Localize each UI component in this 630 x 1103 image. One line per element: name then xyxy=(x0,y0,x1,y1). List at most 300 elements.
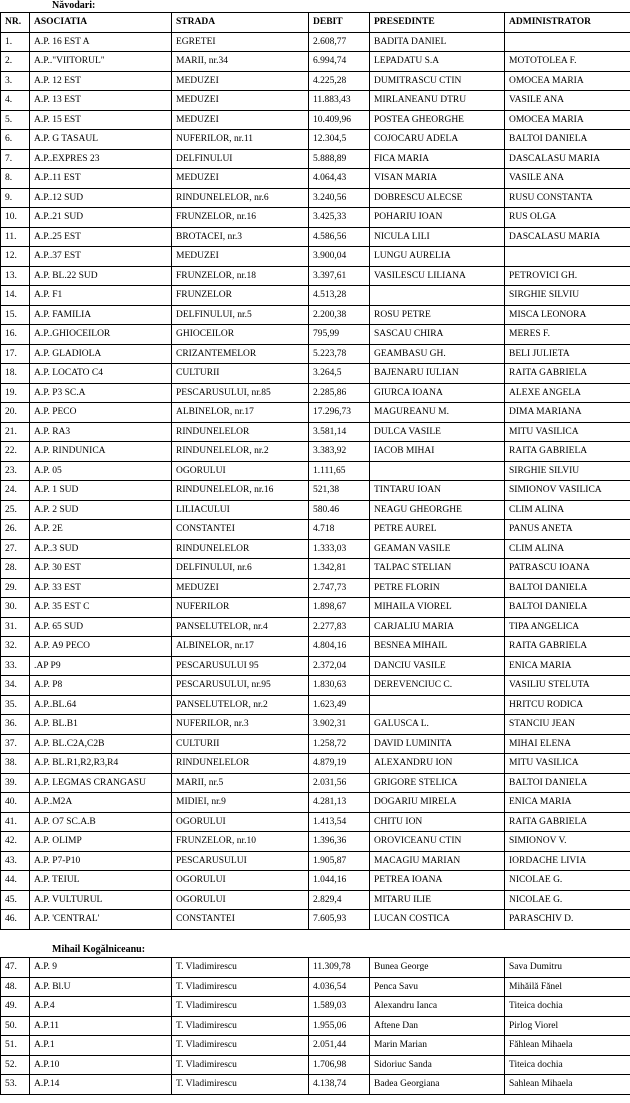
cell-asociatia: A.P. 2E xyxy=(30,520,172,540)
cell-asociatia: A.P. LOCATO C4 xyxy=(30,364,172,384)
cell-nr: 8. xyxy=(1,169,30,189)
table-row xyxy=(1,997,630,1017)
table-row xyxy=(1,1016,630,1036)
cell-presedinte: CHITU ION xyxy=(370,812,505,832)
cell-debit: 4.586,56 xyxy=(309,227,370,247)
cell-asociatia: A.P..M2A xyxy=(30,793,172,813)
cell-presedinte: MACAGIU MARIAN xyxy=(370,851,505,871)
cell-debit: 1.955,06 xyxy=(309,1016,370,1036)
cell-strada: MEDUZEI xyxy=(172,91,309,111)
cell-administrator xyxy=(505,32,630,52)
table-row xyxy=(1,559,630,579)
cell-administrator: MERES F. xyxy=(505,325,630,345)
cell-asociatia: A.P. PECO xyxy=(30,403,172,423)
cell-nr: 30. xyxy=(1,598,30,618)
cell-asociatia: A.P. 35 EST C xyxy=(30,598,172,618)
table-row xyxy=(1,208,630,228)
cell-presedinte: LUNGU AURELIA xyxy=(370,247,505,267)
cell-administrator: SIMIONOV V. xyxy=(505,832,630,852)
cell-debit: 580.46 xyxy=(309,500,370,520)
table-row xyxy=(1,500,630,520)
table-row xyxy=(1,305,630,325)
cell-debit: 1.905,87 xyxy=(309,851,370,871)
cell-strada: T. Vladimirescu xyxy=(172,1075,309,1095)
cell-presedinte: GEAMAN VASILE xyxy=(370,539,505,559)
cell-asociatia: A.P. P7-P10 xyxy=(30,851,172,871)
table-row xyxy=(1,461,630,481)
table-row xyxy=(1,695,630,715)
table-row xyxy=(1,227,630,247)
cell-strada: PESCARUSULUI, nr.95 xyxy=(172,676,309,696)
cell-nr: 50. xyxy=(1,1016,30,1036)
section-title-navodari: Năvodari: xyxy=(52,0,96,11)
cell-strada: DELFINULUI, nr.5 xyxy=(172,305,309,325)
cell-administrator: Mihăilă Fănel xyxy=(505,977,630,997)
cell-presedinte: PETREA IOANA xyxy=(370,871,505,891)
cell-debit: 4.064,43 xyxy=(309,169,370,189)
table-row xyxy=(1,773,630,793)
table-row xyxy=(1,481,630,501)
cell-administrator: Făhlean Mihaela xyxy=(505,1036,630,1056)
cell-asociatia: A.P.14 xyxy=(30,1075,172,1095)
cell-asociatia: A.P. 9 xyxy=(30,958,172,978)
table-row xyxy=(1,851,630,871)
cell-asociatia: A.P. 33 EST xyxy=(30,578,172,598)
cell-asociatia: A.P. BL.C2A,C2B xyxy=(30,734,172,754)
cell-asociatia: A.P..EXPRES 23 xyxy=(30,149,172,169)
cell-strada: NUFERILOR xyxy=(172,598,309,618)
table-row xyxy=(1,656,630,676)
cell-asociatia: A.P..21 SUD xyxy=(30,208,172,228)
cell-asociatia: A.P. O7 SC.A.B xyxy=(30,812,172,832)
cell-nr: 2. xyxy=(1,52,30,72)
cell-debit: 5.888,89 xyxy=(309,149,370,169)
table-row xyxy=(1,637,630,657)
cell-debit: 1.898,67 xyxy=(309,598,370,618)
cell-strada: MARII, nr.34 xyxy=(172,52,309,72)
table-row xyxy=(1,1036,630,1056)
cell-administrator: SIMIONOV VASILICA xyxy=(505,481,630,501)
cell-debit: 3.383,92 xyxy=(309,442,370,462)
cell-strada: RINDUNELELOR xyxy=(172,422,309,442)
cell-debit: 1.589,03 xyxy=(309,997,370,1017)
table-row xyxy=(1,676,630,696)
cell-asociatia: A.P. TEIUL xyxy=(30,871,172,891)
table-row xyxy=(1,578,630,598)
cell-debit: 1.413,54 xyxy=(309,812,370,832)
cell-strada: DELFINULUI xyxy=(172,149,309,169)
cell-strada: OGORULUI xyxy=(172,871,309,891)
cell-strada: T. Vladimirescu xyxy=(172,1016,309,1036)
cell-strada: RINDUNELELOR xyxy=(172,539,309,559)
cell-asociatia: A.P. GLADIOLA xyxy=(30,344,172,364)
cell-strada: RINDUNELELOR xyxy=(172,754,309,774)
table-row xyxy=(1,149,630,169)
cell-debit: 17.296,73 xyxy=(309,403,370,423)
cell-administrator: Titeica dochia xyxy=(505,997,630,1017)
cell-presedinte: PETRE AUREL xyxy=(370,520,505,540)
cell-administrator: VASILE ANA xyxy=(505,91,630,111)
header-strada: STRADA xyxy=(172,13,309,33)
cell-nr: 29. xyxy=(1,578,30,598)
cell-debit: 1.258,72 xyxy=(309,734,370,754)
cell-administrator: SIRGHIE SILVIU xyxy=(505,461,630,481)
table-row xyxy=(1,52,630,72)
cell-strada: MIDIEI, nr.9 xyxy=(172,793,309,813)
cell-administrator: NICOLAE G. xyxy=(505,890,630,910)
cell-nr: 25. xyxy=(1,500,30,520)
cell-presedinte: LEPADATU S.A xyxy=(370,52,505,72)
header-debit: DEBIT xyxy=(309,13,370,33)
table-body-navodari xyxy=(1,32,630,929)
cell-administrator: OMOCEA MARIA xyxy=(505,110,630,130)
table-row xyxy=(1,1075,630,1095)
cell-debit: 521,38 xyxy=(309,481,370,501)
cell-presedinte: Alexandru Ianca xyxy=(370,997,505,1017)
table-row xyxy=(1,325,630,345)
table-row xyxy=(1,32,630,52)
cell-administrator: ALEXE ANGELA xyxy=(505,383,630,403)
cell-strada: PESCARUSULUI, nr.85 xyxy=(172,383,309,403)
cell-presedinte: MAGUREANU M. xyxy=(370,403,505,423)
cell-nr: 12. xyxy=(1,247,30,267)
cell-administrator: Titeica dochia xyxy=(505,1055,630,1075)
cell-asociatia: A.P. 'CENTRAL' xyxy=(30,910,172,930)
cell-nr: 19. xyxy=(1,383,30,403)
cell-debit: 6.994,74 xyxy=(309,52,370,72)
cell-administrator: Sahlean Mihaela xyxy=(505,1075,630,1095)
cell-debit: 4.718 xyxy=(309,520,370,540)
cell-nr: 34. xyxy=(1,676,30,696)
cell-strada: NUFERILOR, nr.3 xyxy=(172,715,309,735)
cell-asociatia: A.P..37 EST xyxy=(30,247,172,267)
cell-presedinte: DEREVENCIUC C. xyxy=(370,676,505,696)
table-navodari xyxy=(0,12,630,930)
cell-administrator: MISCA LEONORA xyxy=(505,305,630,325)
cell-presedinte: Aftene Dan xyxy=(370,1016,505,1036)
cell-administrator: CLIM ALINA xyxy=(505,539,630,559)
cell-nr: 16. xyxy=(1,325,30,345)
cell-presedinte: FICA MARIA xyxy=(370,149,505,169)
table-row xyxy=(1,91,630,111)
cell-debit: 4.138,74 xyxy=(309,1075,370,1095)
cell-strada: OGORULUI xyxy=(172,890,309,910)
cell-nr: 20. xyxy=(1,403,30,423)
cell-presedinte: POSTEA GHEORGHE xyxy=(370,110,505,130)
header-administrator: ADMINISTRATOR xyxy=(505,13,630,33)
cell-presedinte: LUCAN COSTICA xyxy=(370,910,505,930)
cell-administrator: MIHAI ELENA xyxy=(505,734,630,754)
cell-presedinte: Sidoriuc Sanda xyxy=(370,1055,505,1075)
cell-presedinte: COJOCARU ADELA xyxy=(370,130,505,150)
table-row xyxy=(1,958,630,978)
cell-debit: 4.513,28 xyxy=(309,286,370,306)
cell-administrator: RAITA GABRIELA xyxy=(505,442,630,462)
table-row xyxy=(1,71,630,91)
cell-presedinte: ALEXANDRU ION xyxy=(370,754,505,774)
cell-debit: 5.223,78 xyxy=(309,344,370,364)
header-row xyxy=(1,13,630,33)
cell-strada: NUFERILOR, nr.11 xyxy=(172,130,309,150)
table-row xyxy=(1,130,630,150)
cell-strada: T. Vladimirescu xyxy=(172,1055,309,1075)
table-row xyxy=(1,715,630,735)
cell-strada: CULTURII xyxy=(172,364,309,384)
cell-strada: EGRETEI xyxy=(172,32,309,52)
cell-administrator: Sava Dumitru xyxy=(505,958,630,978)
cell-debit: 4.879,19 xyxy=(309,754,370,774)
cell-debit: 3.397,61 xyxy=(309,266,370,286)
cell-strada: T. Vladimirescu xyxy=(172,977,309,997)
cell-asociatia: A.P. F1 xyxy=(30,286,172,306)
cell-asociatia: A.P.1 xyxy=(30,1036,172,1056)
header-presedinte: PRESEDINTE xyxy=(370,13,505,33)
cell-presedinte: ROSU PETRE xyxy=(370,305,505,325)
cell-debit: 4.281,13 xyxy=(309,793,370,813)
table-row xyxy=(1,539,630,559)
cell-asociatia: A.P..GHIOCEILOR xyxy=(30,325,172,345)
cell-debit: 10.409,96 xyxy=(309,110,370,130)
cell-presedinte: OROVICEANU CTIN xyxy=(370,832,505,852)
cell-strada: PESCARUSULUI 95 xyxy=(172,656,309,676)
table-row xyxy=(1,977,630,997)
cell-presedinte: TALPAC STELIAN xyxy=(370,559,505,579)
cell-asociatia: .AP P9 xyxy=(30,656,172,676)
cell-nr: 39. xyxy=(1,773,30,793)
section-title-mihail-kogalniceanu: Mihail Kogălniceanu: xyxy=(52,944,146,955)
cell-nr: 10. xyxy=(1,208,30,228)
header-asociatia: ASOCIATIA xyxy=(30,13,172,33)
cell-nr: 24. xyxy=(1,481,30,501)
table-row xyxy=(1,383,630,403)
cell-presedinte: NICULA LILI xyxy=(370,227,505,247)
cell-debit: 2.372,04 xyxy=(309,656,370,676)
cell-debit: 1.111,65 xyxy=(309,461,370,481)
cell-debit: 2.277,83 xyxy=(309,617,370,637)
cell-administrator: BALTOI DANIELA xyxy=(505,578,630,598)
cell-nr: 13. xyxy=(1,266,30,286)
cell-nr: 41. xyxy=(1,812,30,832)
cell-administrator: PANUS ANETA xyxy=(505,520,630,540)
table-row xyxy=(1,422,630,442)
cell-debit: 1.396,36 xyxy=(309,832,370,852)
cell-debit: 2.051,44 xyxy=(309,1036,370,1056)
cell-debit: 1.623,49 xyxy=(309,695,370,715)
cell-presedinte: TINTARU IOAN xyxy=(370,481,505,501)
cell-presedinte: Marin Marian xyxy=(370,1036,505,1056)
cell-administrator: BELI JULIETA xyxy=(505,344,630,364)
cell-asociatia: A.P. FAMILIA xyxy=(30,305,172,325)
cell-presedinte: VASILESCU LILIANA xyxy=(370,266,505,286)
cell-administrator: HRITCU RODICA xyxy=(505,695,630,715)
cell-nr: 18. xyxy=(1,364,30,384)
cell-asociatia: A.P. 15 EST xyxy=(30,110,172,130)
header-nr: NR. xyxy=(1,13,30,33)
cell-asociatia: A.P..BL.64 xyxy=(30,695,172,715)
cell-debit: 3.900,04 xyxy=(309,247,370,267)
cell-nr: 42. xyxy=(1,832,30,852)
cell-presedinte: DOGARIU MIRELA xyxy=(370,793,505,813)
cell-administrator: PATRASCU IOANA xyxy=(505,559,630,579)
cell-nr: 48. xyxy=(1,977,30,997)
cell-presedinte: NEAGU GHEORGHE xyxy=(370,500,505,520)
cell-debit: 3.240,56 xyxy=(309,188,370,208)
cell-presedinte: PETRE FLORIN xyxy=(370,578,505,598)
cell-debit: 1.333,03 xyxy=(309,539,370,559)
cell-nr: 7. xyxy=(1,149,30,169)
cell-debit: 3.264,5 xyxy=(309,364,370,384)
cell-debit: 4.036,54 xyxy=(309,977,370,997)
cell-administrator: OMOCEA MARIA xyxy=(505,71,630,91)
cell-administrator: RUSU CONSTANTA xyxy=(505,188,630,208)
cell-presedinte: DOBRESCU ALECSE xyxy=(370,188,505,208)
cell-debit: 1.706,98 xyxy=(309,1055,370,1075)
cell-debit: 3.902,31 xyxy=(309,715,370,735)
cell-presedinte: BAJENARU IULIAN xyxy=(370,364,505,384)
cell-asociatia: A.P. BL.22 SUD xyxy=(30,266,172,286)
cell-asociatia: A.P. 16 EST A xyxy=(30,32,172,52)
cell-nr: 9. xyxy=(1,188,30,208)
cell-strada: ALBINELOR, nr.17 xyxy=(172,637,309,657)
cell-debit: 3.425,33 xyxy=(309,208,370,228)
cell-administrator: BALTOI DANIELA xyxy=(505,598,630,618)
cell-administrator xyxy=(505,247,630,267)
cell-strada: FRUNZELOR, nr.18 xyxy=(172,266,309,286)
cell-strada: CONSTANTEI xyxy=(172,910,309,930)
cell-strada: RINDUNELELOR, nr.6 xyxy=(172,188,309,208)
cell-asociatia: A.P..12 SUD xyxy=(30,188,172,208)
table-row xyxy=(1,266,630,286)
table-mihail-kogalniceanu xyxy=(0,957,630,1095)
table-row xyxy=(1,364,630,384)
cell-asociatia: A.P. BL.R1,R2,R3,R4 xyxy=(30,754,172,774)
cell-administrator: PARASCHIV D. xyxy=(505,910,630,930)
cell-administrator: VASILE ANA xyxy=(505,169,630,189)
cell-nr: 15. xyxy=(1,305,30,325)
cell-presedinte: BESNEA MIHAIL xyxy=(370,637,505,657)
cell-presedinte xyxy=(370,461,505,481)
table-row xyxy=(1,812,630,832)
cell-presedinte: GRIGORE STELICA xyxy=(370,773,505,793)
cell-nr: 23. xyxy=(1,461,30,481)
cell-presedinte: Badea Georgiana xyxy=(370,1075,505,1095)
cell-administrator: MITU VASILICA xyxy=(505,754,630,774)
cell-asociatia: A.P. G TASAUL xyxy=(30,130,172,150)
cell-debit: 7.605,93 xyxy=(309,910,370,930)
cell-nr: 36. xyxy=(1,715,30,735)
table-row xyxy=(1,617,630,637)
cell-asociatia: A.P. 12 EST xyxy=(30,71,172,91)
cell-nr: 44. xyxy=(1,871,30,891)
cell-nr: 26. xyxy=(1,520,30,540)
cell-nr: 6. xyxy=(1,130,30,150)
table-body-mihail-kogalniceanu xyxy=(1,958,630,1095)
cell-strada: OGORULUI xyxy=(172,812,309,832)
cell-administrator: SIRGHIE SILVIU xyxy=(505,286,630,306)
cell-strada: FRUNZELOR, nr.16 xyxy=(172,208,309,228)
cell-nr: 35. xyxy=(1,695,30,715)
cell-presedinte xyxy=(370,286,505,306)
cell-nr: 43. xyxy=(1,851,30,871)
cell-presedinte: MITARU ILIE xyxy=(370,890,505,910)
cell-presedinte: CARJALIU MARIA xyxy=(370,617,505,637)
cell-presedinte: DAVID LUMINITA xyxy=(370,734,505,754)
cell-administrator: BALTOI DANIELA xyxy=(505,773,630,793)
cell-nr: 33. xyxy=(1,656,30,676)
cell-debit: 2.200,38 xyxy=(309,305,370,325)
cell-strada: MEDUZEI xyxy=(172,247,309,267)
table-row xyxy=(1,910,630,930)
cell-administrator: RAITA GABRIELA xyxy=(505,637,630,657)
cell-debit: 1.830,63 xyxy=(309,676,370,696)
cell-strada: FRUNZELOR xyxy=(172,286,309,306)
cell-asociatia: A.P.4 xyxy=(30,997,172,1017)
cell-asociatia: A.P.."VIITORUL" xyxy=(30,52,172,72)
cell-nr: 38. xyxy=(1,754,30,774)
table-row xyxy=(1,286,630,306)
table-row xyxy=(1,110,630,130)
cell-administrator: PETROVICI GH. xyxy=(505,266,630,286)
cell-administrator: TIPA ANGELICA xyxy=(505,617,630,637)
cell-administrator: RAITA GABRIELA xyxy=(505,364,630,384)
table-row xyxy=(1,247,630,267)
cell-nr: 1. xyxy=(1,32,30,52)
cell-presedinte: GEAMBASU GH. xyxy=(370,344,505,364)
cell-strada: PESCARUSULUI xyxy=(172,851,309,871)
cell-strada: T. Vladimirescu xyxy=(172,997,309,1017)
cell-nr: 37. xyxy=(1,734,30,754)
cell-asociatia: A.P. VULTURUL xyxy=(30,890,172,910)
cell-debit: 11.309,78 xyxy=(309,958,370,978)
cell-administrator: VASILIU STELUTA xyxy=(505,676,630,696)
cell-nr: 4. xyxy=(1,91,30,111)
cell-strada: T. Vladimirescu xyxy=(172,958,309,978)
cell-asociatia: A.P. BL.B1 xyxy=(30,715,172,735)
cell-administrator: CLIM ALINA xyxy=(505,500,630,520)
cell-debit: 795,99 xyxy=(309,325,370,345)
cell-nr: 51. xyxy=(1,1036,30,1056)
cell-debit: 3.581,14 xyxy=(309,422,370,442)
cell-presedinte: DANCIU VASILE xyxy=(370,656,505,676)
table-row xyxy=(1,793,630,813)
cell-debit: 2.829,4 xyxy=(309,890,370,910)
cell-asociatia: A.P. RA3 xyxy=(30,422,172,442)
cell-presedinte: DULCA VASILE xyxy=(370,422,505,442)
cell-asociatia: A.P. RINDUNICA xyxy=(30,442,172,462)
cell-asociatia: A.P. P8 xyxy=(30,676,172,696)
cell-nr: 52. xyxy=(1,1055,30,1075)
cell-asociatia: A.P..25 EST xyxy=(30,227,172,247)
cell-asociatia: A.P. 30 EST xyxy=(30,559,172,579)
cell-nr: 28. xyxy=(1,559,30,579)
cell-administrator: DASCALASU MARIA xyxy=(505,149,630,169)
cell-nr: 49. xyxy=(1,997,30,1017)
table-row xyxy=(1,890,630,910)
table-row xyxy=(1,598,630,618)
table-row xyxy=(1,754,630,774)
cell-debit: 2.285,86 xyxy=(309,383,370,403)
table-row xyxy=(1,520,630,540)
cell-strada: MEDUZEI xyxy=(172,578,309,598)
cell-asociatia: A.P. A9 PECO xyxy=(30,637,172,657)
cell-nr: 22. xyxy=(1,442,30,462)
cell-debit: 11.883,43 xyxy=(309,91,370,111)
cell-asociatia: A.P. OLIMP xyxy=(30,832,172,852)
cell-debit: 1.342,81 xyxy=(309,559,370,579)
cell-administrator: NICOLAE G. xyxy=(505,871,630,891)
cell-nr: 21. xyxy=(1,422,30,442)
cell-strada: CULTURII xyxy=(172,734,309,754)
